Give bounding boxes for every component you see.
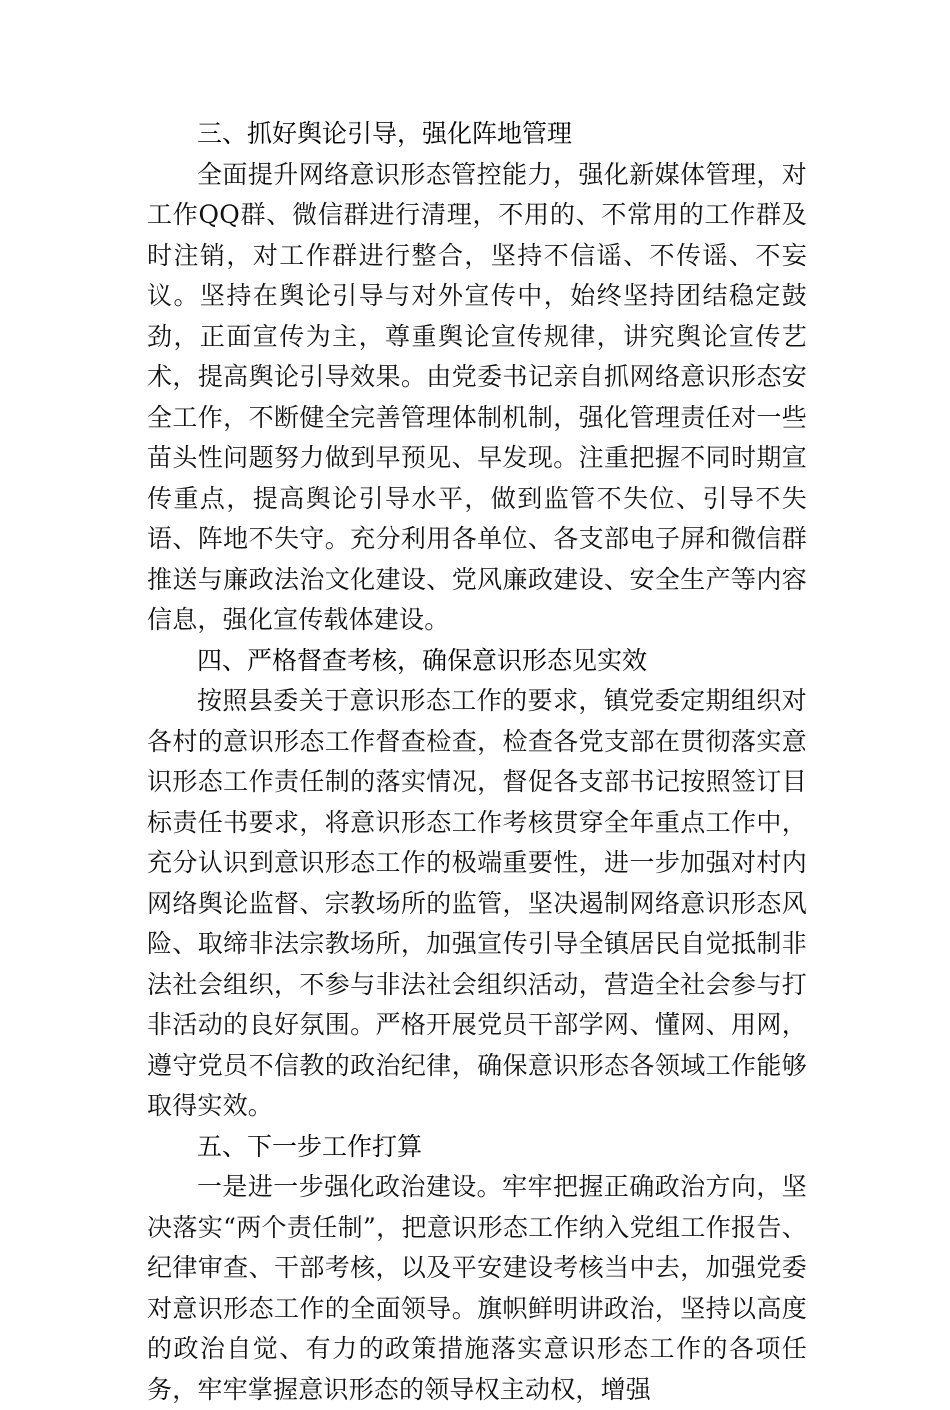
section-paragraph-5: 一是进一步强化政治建设。牢牢把握正确政治方向，坚决落实“两个责任制”，把意识形态工作纳入党组工作报告、纪律审查、干部考核，以及平安建设考核当中去，加强党委对意识形态工作的全面领导。旗帜鲜明讲政治，坚持以高度的政治自觉、有力的政策措施落实意识形态工作的各项任务，牢牢掌握意识形态的领导权主动权，增强 xyxy=(147,1172,807,1404)
section-heading-5: 五、下一步工作打算 xyxy=(197,1131,423,1161)
section-heading-3: 三、抓好舆论引导，强化阵地管理 xyxy=(197,119,573,148)
section-paragraph-3: 全面提升网络意识形态管控能力，强化新媒体管理，对工作QQ群、微信群进行清理，不用的、不常用的工作群及时注销，对工作群进行整合，坚持不信谣、不传谣、不妄议。坚持在舆论引导与对外宣传中，始终坚持团结稳定鼓劲，正面宣传为主，尊重舆论宣传规律，讲究舆论宣传艺术，提高舆论引导效果。由党委书记亲自抓网络意识形态安全工作，不断健全完善管理体制机制，强化管理责任对一些苗头性问题努力做到早预见、早发现。注重把握不同时期宣传重点，提高舆论引导水平，做到监管不失位、引导不失语、阵地不失守。充分利用各单位、各支部电子屏和微信群推送与廉政法治文化建设、党风廉政建设、安全生产等内容信息，强化宣传载体建设。 xyxy=(147,159,807,634)
document-body xyxy=(147,114,807,1410)
section-heading-4: 四、严格督查考核，确保意识形态见实效 xyxy=(197,645,648,675)
section-paragraph-4: 按照县委关于意识形态工作的要求，镇党委定期组织对各村的意识形态工作督查检查，检查各党支部在贯彻落实意识形态工作责任制的落实情况，督促各支部书记按照签订目标责任书要求，将意识形态工作考核贯穿全年重点工作中，充分认识到意识形态工作的极端重要性，进一步加强对村内网络舆论监督、宗教场所的监管，坚决遏制网络意识形态风险、取缔非法宗教场所，加强宣传引导全镇居民自觉抵制非法社会组织，不参与非法社会组织活动，营造全社会参与打非活动的良好氛围。严格开展党员干部学网、懂网、用网，遵守党员不信教的政治纪律，确保意识形态各领域工作能够取得实效。 xyxy=(147,686,807,1120)
